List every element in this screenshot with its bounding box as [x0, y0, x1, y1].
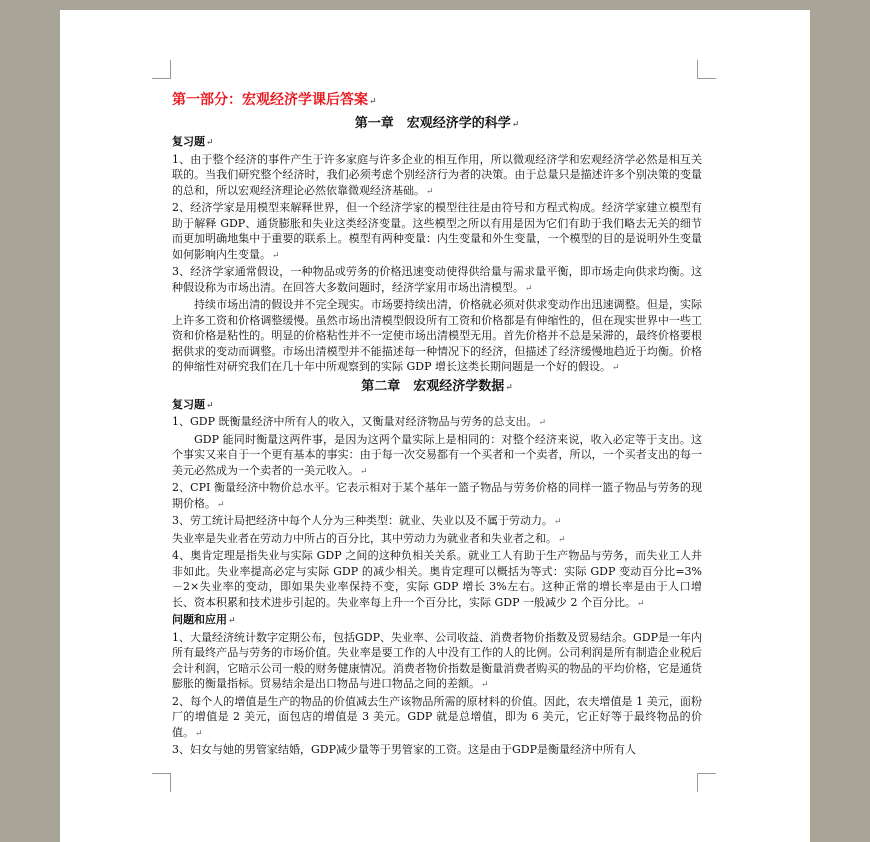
- paragraph: 1、GDP 既衡量经济中所有人的收入，又衡量对经济物品与劳务的总支出。↵: [172, 415, 547, 428]
- paragraph: 失业率是失业者在劳动力中所占的百分比，其中劳动力为就业者和失业者之和。↵: [172, 531, 566, 545]
- chapter-1-section-heading: 复习题↵: [172, 135, 214, 148]
- crop-mark-top-right: [697, 60, 716, 79]
- chapter-2-title: 第二章 宏观经济学数据↵: [361, 378, 513, 394]
- paragraph: GDP 能同时衡量这两件事，是因为这两个量实际上是相同的：对整个经济来说，收入必定等于支出。这个事实又来自于一个更有基本的事实：由于每一次交易都有一个买者和一个卖者，所以，一个买者支出的每一美元必然成为一个卖者的一美元收入。↵: [172, 432, 702, 477]
- document-body[interactable]: [172, 90, 702, 758]
- paragraph: 2、每个人的增值是生产的物品的价值减去生产该物品所需的原材料的价值。因此，农夫增值是 1 美元，面粉厂的增值是 2 美元，面包店的增值是 3 美元。GDP 就是总增值，即为 6 美元，它正好等于最终物品的价值。↵: [172, 694, 702, 739]
- paragraph: 2、CPI 衡量经济中物价总水平。它表示相对于某个基年一篮子物品与劳务价格的同样一篮子物品与劳务的现期价格。↵: [172, 481, 702, 510]
- paragraph: 3、劳工统计局把经济中每个人分为三种类型：就业、失业以及不属于劳动力。↵: [172, 514, 562, 527]
- crop-mark-bottom-right: [697, 773, 716, 792]
- paragraph: 1、大量经济统计数字定期公布，包括GDP、失业率、公司收益、消费者物价指数及贸易结余。GDP是一年内所有最终产品与劳务的市场价值。失业率是要工作的人中没有工作的人的比例。公司利润是所有制造企业税后会计利润，它暗示公司一般的财务健康情况。消费者物价指数是衡量消费者购买的物品的平均价格，它是通货膨胀的衡量指标。贸易结余是出口物品与进口物品之间的差额。↵: [172, 630, 703, 690]
- paragraph: 2、经济学家是用模型来解释世界，但一个经济学家的模型往往是由符号和方程式构成。经济学家建立模型有助于解释 GDP、通货膨胀和失业这类经济变量。这些模型之所以有用是因为它们有助于我们略去无关的细节而更加明确地集中于重要的联系上。模型有两种变量：内生变量和外生变量，一个模型的目的是说明外生变量如何影响内生变量。↵: [172, 201, 702, 261]
- crop-mark-bottom-left: [152, 773, 171, 792]
- paragraph: 3、经济学家通常假设，一种物品或劳务的价格迅速变动使得供给量与需求量平衡，即市场走向供求均衡。这种假设称为市场出清。在回答大多数问题时，经济学家用市场出清模型。↵: [172, 265, 702, 294]
- chapter-1-title: 第一章 宏观经济学的科学↵: [354, 116, 520, 131]
- paragraph: 持续市场出清的假设并不完全现实。市场要持续出清，价格就必须对供求变动作出迅速调整。但是，实际上许多工资和价格调整缓慢。虽然市场出清模型假设所有工资和价格都是有伸缩性的，但在现实世界中一些工资和价格是粘性的。明显的价格粘性并不一定使市场出清模型无用。首先价格并不总是呆滞的，最终价格要根据供求的变动而调整。市场出清模型并不能描述每一种情况下的经济，但描述了经济缓慢地趋近于均衡。价格的伸缩性对研究我们在几十年中所观察到的实际 GDP 增长这类长期问题是一个好的假设。↵: [172, 298, 702, 373]
- paragraph: 1、由于整个经济的事件产生于许多家庭与许多企业的相互作用，所以微观经济学和宏观经济学必然是相互关联的。当我们研究整个经济时，我们必须考虑个别经济行为者的决策。由于总量只是描述许多个别决策的变量的总和，所以宏观经济理论必然依靠微观经济基础。↵: [172, 152, 702, 197]
- chapter-2-section-heading: 复习题↵: [172, 397, 214, 411]
- document-page: [60, 10, 810, 842]
- paragraph: 3、妇女与她的男管家结婚，GDP减少量等于男管家的工资。这是由于GDP是衡量经济中所有人: [172, 743, 637, 756]
- chapter-2-section-heading-2: 问题和应用↵: [172, 613, 236, 626]
- crop-mark-top-left: [152, 60, 171, 79]
- part-title: 第一部分：宏观经济学课后答案↵: [172, 92, 377, 108]
- paragraph: 4、奥肯定理是指失业与实际 GDP 之间的这种负相关关系。就业工人有助于生产物品与劳务，而失业工人并非如此。失业率提高必定与实际 GDP 的减少相关。奥肯定理可以概括为等式：实际 GDP 变动百分比=3%－2×失业率的变动，即如果失业率保持不变，实际 GDP 增长 3%左右。这种正常的增长率是由于人口增长、资本积累和技术进步引起的。失业率每上升一个百分比，实际 GDP 一般减少 2 个百分比。↵: [172, 549, 702, 609]
